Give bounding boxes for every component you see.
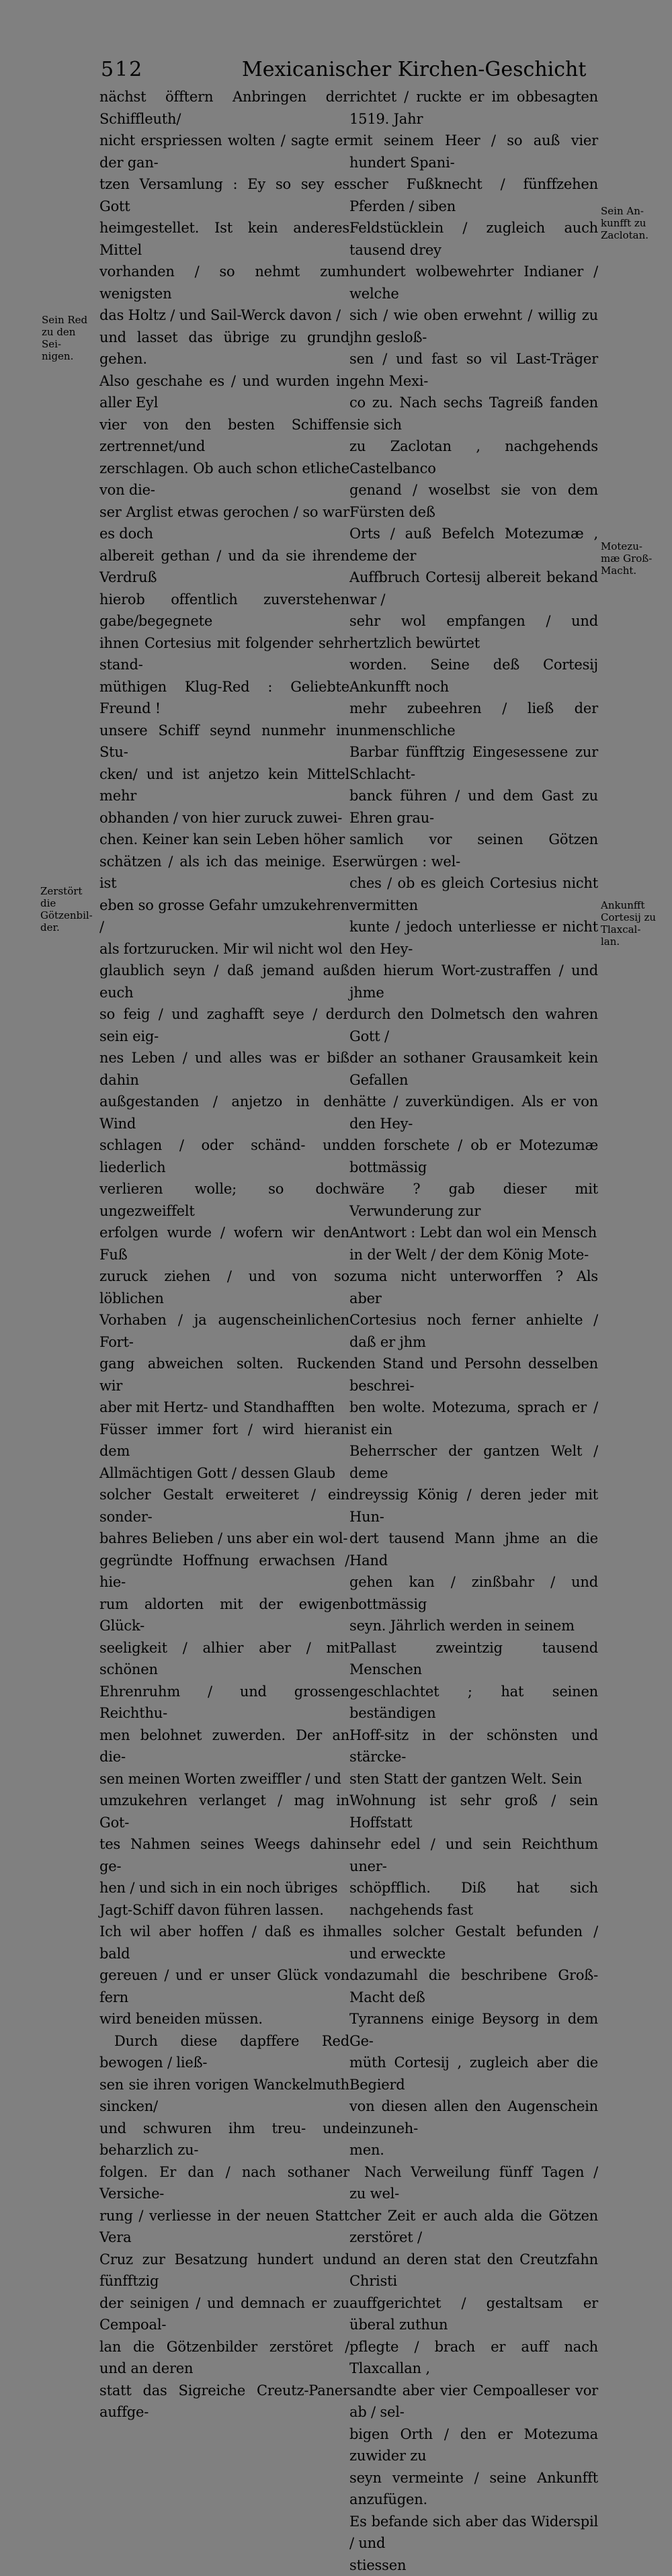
right-paragraph-2: Nach Verweilung fünff Tagen / zu wel- cher Zeit er auch alda die Götzen zerstöret / und an deren stat den Creutzfahn Christi auffgerichtet / gestaltsam er überal zuthun pflegte / brach er auff nach Tlaxcallan , sandte aber vier Cempoalleser vor ab / sel- bigen Orth / den er Motezuma zuwider zu seyn vermeinte / seine Ankunfft anzufügen. Es befande sich aber das Widerspil / und stiessen bbox=[349, 2161, 598, 2576]
right-paragraph-1: richtet / ruckte er im obbesagten 1519. Jahr mit seinem Heer / so auß vier hundert Spani- scher Fußknecht / fünffzehen Pferden / siben Feldstücklein / zugleich auch tausend drey hundert wolbewehrter Indianer / welche sich / wie oben erwehnt / willig zu jhn gesloß- sen / und fast so vil Last-Träger gehn Mexi- co zu. Nach sechs Tagreiß fanden sie sich zu Zaclotan , nachgehends Castelbanco genand / woselbst sie von dem Fürsten deß Orts / auß Befelch Motezumæ , deme der Auffbruch Cortesij albereit bekand war / sehr wol empfangen / und hertzlich bewürtet worden. Seine deß Cortesij Ankunfft noch mehr zubeehren / ließ der unmenschliche Barbar fünfftzig Eingesessene zur Schlacht- banck führen / und dem Gast zu Ehren grau- samlich vor seinen Götzen erwürgen : wel- ches / ob es gleich Cortesius nicht vermitten kunte / jedoch unterliesse er nicht den Hey- den hierum Wort-zustraffen / und jhme durch den Dolmetsch den wahren Gott / der an sothaner Grausamkeit kein Gefallen hätte / zuverkündigen. Als er von den Hey- den forschete / ob er Motezumæ bottmässig wäre ? gab dieser mit Verwunderung zur Antwort : Lebt dan wol ein Mensch in der Welt / der dem König Mote- zuma nicht unterworffen ? Als aber Cortesius noch ferner anhielte / daß er jhm den Stand und Persohn desselben beschrei- ben wolte. Motezuma, sprach er / ist ein Beherrscher der gantzen Welt / deme dreyssig König / deren jeder mit Hun- dert tausend Mann jhme an die Hand gehen kan / zinßbahr / und bottmässig seyn. Jährlich werden in seinem Pallast zweintzig tausend Menschen geschlachtet ; hat seinen beständigen Hoff-sitz in der schönsten und stärcke- sten Statt der gantzen Welt. Sein Wohnung ist sehr groß / sein Hoffstatt sehr edel / und sein Reichthum uner- schöpfflich. Diß hat sich nachgehends fast alles solcher Gestalt befunden / und erweckte dazumahl die beschribene Groß-Macht deß Tyrannens einige Beysorg in dem Ge- müth Cortesij , zugleich aber die Begierd von diesen allen den Augenschein einzuneh- men. bbox=[349, 86, 598, 2161]
page-number: 512 bbox=[101, 58, 143, 81]
margin-note-idols: Zerstört die Götzenbil- der. bbox=[40, 885, 97, 933]
margin-note-speech: Sein Red zu den Sei- nigen. bbox=[42, 314, 98, 362]
margin-note-zaclotan: Sein An- kunfft zu Zaclotan. bbox=[601, 205, 671, 241]
margin-note-motezuma: Motezu- mæ Groß- Macht. bbox=[601, 540, 668, 577]
running-title: Mexicanischer Kirchen-Geschicht bbox=[242, 58, 586, 81]
left-paragraph-1: nächst öfftern Anbringen der Schiffleuth/ nicht erspriessen wolten / sagte er der gan- tzen Versamlung : Ey so sey es Gott heimgestellet. Ist kein anderes Mittel vorhanden / so nehmt zum wenigsten das Holtz / und Sail-Werck davon / und lasset das übrige zu grund gehen. Also geschahe es / und wurden in aller Eyl vier von den besten Schiffen zertrennet/und zerschlagen. Ob auch schon etliche von die- ser Arglist etwas gerochen / so war es doch albereit gethan / und da sie ihren Verdruß hierob offentlich zuverstehen gabe/begegnete ihnen Cortesius mit folgender sehr stand- müthigen Klug-Red : Geliebte Freund ! unsere Schiff seynd nunmehr in Stu- cken/ und ist anjetzo kein Mittel mehr obhanden / von hier zuruck zuwei- chen. Keiner kan sein Leben höher schätzen / als ich das meinige. Es ist eben so grosse Gefahr umzukehren / als fortzurucken. Mir wil nicht wol glaublich seyn / daß jemand auß euch so feig / und zaghafft seye / der sein eig- nes Leben / und alles was er biß dahin außgestanden / anjetzo in den Wind schlagen / oder schänd- und liederlich verlieren wolle; so doch ungezweiffelt erfolgen wurde / wofern wir den Fuß zuruck ziehen / und von so löblichen Vorhaben / ja augenscheinlichen Fort- gang abweichen solten. Rucken wir aber mit Hertz- und Standhafften Füsser immer fort / wird hieran dem Allmächtigen Gott / dessen Glaub solcher Gestalt erweiteret / ein sonder- bahres Belieben / uns aber ein wol- gegründte Hoffnung erwachsen / hie- rum aldorten mit der ewigen Glück- seeligkeit / alhier aber / mit schönen Ehrenruhm / und grossen Reichthu- men belohnet zuwerden. Der an die- sen meinen Worten zweiffler / und umzukehren verlanget / mag in Got- tes Nahmen seines Weegs dahin ge- hen / und sich in ein noch übriges Jagt-Schiff davon führen lassen. Ich wil aber hoffen / daß es ihm bald gereuen / und er unser Glück von fern wird beneiden müssen. bbox=[99, 86, 349, 2030]
page-header bbox=[0, 58, 672, 85]
book-page bbox=[0, 0, 672, 1122]
left-text-column bbox=[99, 86, 349, 2423]
right-text-column bbox=[349, 86, 598, 2576]
left-paragraph-2: Durch diese dapffere Red bewogen / ließ- sen sie ihren vorigen Wanckelmuth sincken/ und schwuren ihm treu- und beharzlich zu- folgen. Er dan / nach sothaner Versiche- rung / verliesse in der neuen Statt Vera Cruz zur Besatzung hundert und fünfftzig der seinigen / und demnach er zu Cempoal- lan die Götzenbilder zerstöret / und an deren statt das Sigreiche Creutz-Paner auffge- bbox=[99, 2030, 349, 2423]
margin-note-tlaxcallan: Ankunfft Cortesij zu Tlaxcal- lan. bbox=[601, 899, 671, 948]
